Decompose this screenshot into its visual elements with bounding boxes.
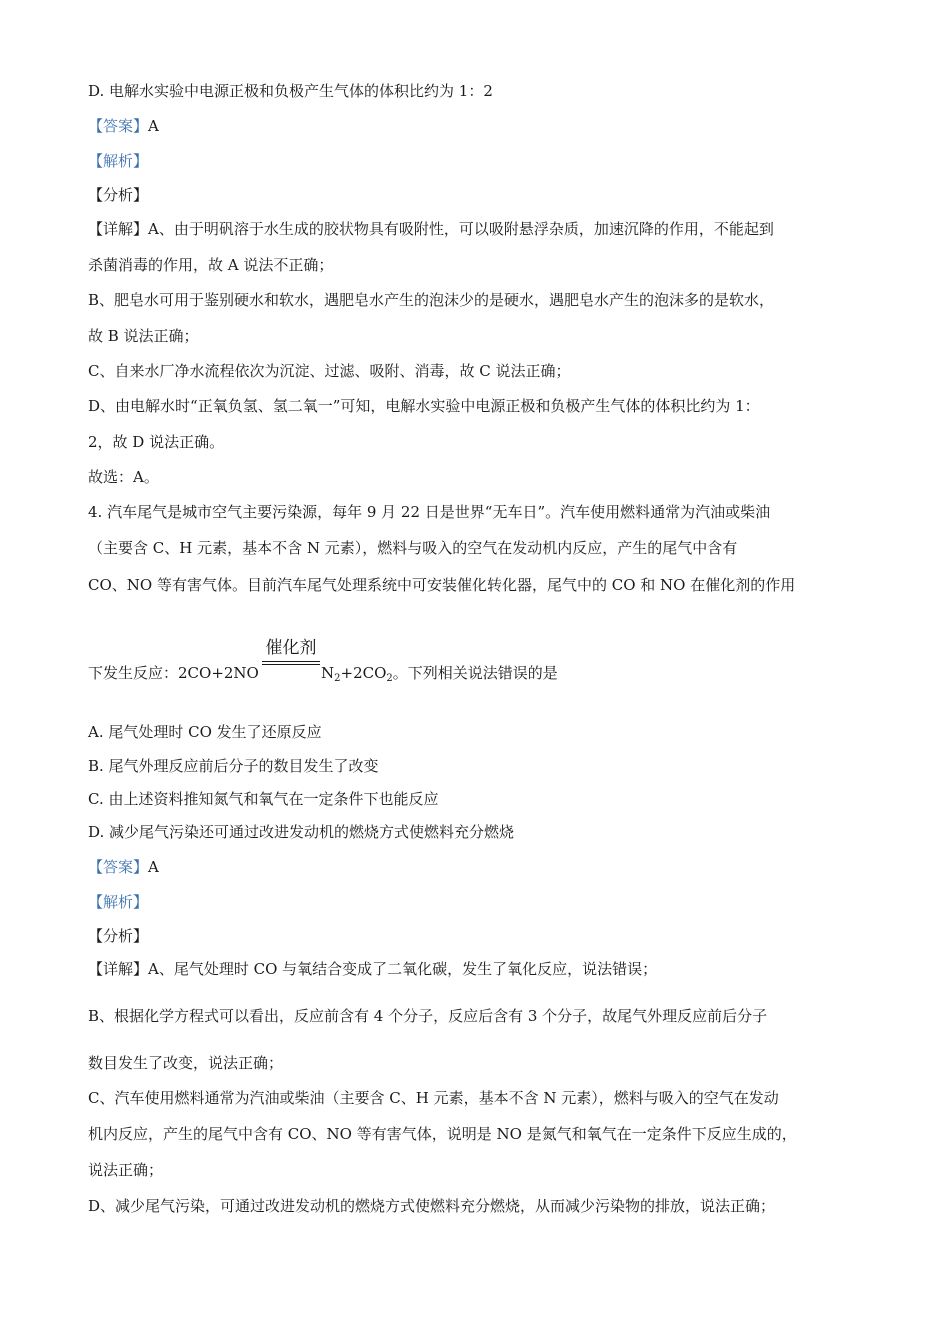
question-4-line-2: （主要含 C、H 元素，基本不含 N 元素），燃料与吸入的空气在发动机内反应，产生的尾气中含有: [88, 539, 738, 557]
answer-value: A: [148, 117, 159, 135]
equation-double-bar: [262, 661, 320, 665]
fenxi-tag-2: 【分析】: [88, 927, 149, 945]
analysis-tag-1: 【解析】: [88, 152, 149, 170]
option-a: A. 尾气处理时 CO 发生了还原反应: [88, 723, 322, 741]
answer-tag: 【答案】: [88, 117, 149, 135]
answer-tag: 【答案】: [88, 858, 149, 876]
detail-1-c: C、自来水厂净水流程依次为沉淀、过滤、吸附、消毒，故 C 说法正确；: [88, 362, 571, 380]
question-4-line-1: 4. 汽车尾气是城市空气主要污染源，每年 9 月 22 日是世界“无车日”。汽车使用燃料通常为汽油或柴油: [88, 503, 771, 521]
question-4-line-3: CO、NO 等有害气体。目前汽车尾气处理系统中可安装催化转化器，尾气中的 CO 和 NO 在催化剂的作用: [88, 576, 796, 594]
question-4-line-4-right: [321, 663, 558, 689]
detail-2-c-line-1: C、汽车使用燃料通常为汽油或柴油（主要含 C、H 元素，基本不含 N 元素），燃料与吸入的空气在发动: [88, 1089, 779, 1107]
question-stem-end: 。下列相关说法错误的是: [392, 664, 558, 682]
question-4-line-4-left: 下发生反应：2CO+2NO: [88, 664, 259, 682]
detail-2-a: 【详解】A、尾气处理时 CO 与氧结合变成了二氧化碳，发生了氧化反应，说法错误；: [88, 960, 658, 978]
detail-1-b-line-1: B、肥皂水可用于鉴别硬水和软水，遇肥皂水产生的泡沫少的是硬水，遇肥皂水产生的泡沫多的是软水，: [88, 291, 775, 309]
detail-1-d-line-2: 2，故 D 说法正确。: [88, 433, 225, 451]
answer-line-1: [88, 116, 159, 136]
product-co-sub: 2: [386, 673, 393, 684]
option-d-previous: D. 电解水实验中电源正极和负极产生气体的体积比约为 1：2: [88, 82, 493, 100]
answer-value: A: [148, 858, 159, 876]
choose-1: 故选：A。: [88, 468, 159, 486]
product-n-sub: 2: [334, 673, 341, 684]
analysis-tag-2: 【解析】: [88, 893, 149, 911]
option-c: C. 由上述资料推知氮气和氧气在一定条件下也能反应: [88, 790, 439, 808]
detail-2-b-line-1: B、根据化学方程式可以看出，反应前含有 4 个分子，反应后含有 3 个分子，故尾气外理反应前后分子: [88, 1007, 768, 1025]
detail-2-d: D、减少尾气污染，可通过改进发动机的燃烧方式使燃料充分燃烧，从而减少污染物的排放，说法正确；: [88, 1197, 776, 1215]
answer-line-2: [88, 857, 159, 877]
option-b: B. 尾气外理反应前后分子的数目发生了改变: [88, 757, 379, 775]
detail-1-b-line-2: 故 B 说法正确；: [88, 327, 199, 345]
detail-2-b-line-2: 数目发生了改变，说法正确；: [88, 1054, 284, 1072]
detail-1-d-line-1: D、由电解水时“正氧负氢、氢二氧一”可知，电解水实验中电源正极和负极产生气体的体积比约为 1：: [88, 397, 760, 415]
detail-1-a-line-1: 【详解】A、由于明矾溶于水生成的胶状物具有吸附性，可以吸附悬浮杂质，加速沉降的作用，不能起到: [88, 220, 774, 238]
fenxi-tag-1: 【分析】: [88, 186, 149, 204]
product-co: +2CO: [340, 664, 387, 682]
detail-2-c-line-3: 说法正确；: [88, 1161, 164, 1179]
detail-1-a-line-2: 杀菌消毒的作用，故 A 说法不正确；: [88, 256, 334, 274]
catalyst-label: 催化剂: [265, 638, 317, 658]
detail-2-c-line-2: 机内反应，产生的尾气中含有 CO、NO 等有害气体，说明是 NO 是氮气和氧气在一定条件下反应生成的，: [88, 1125, 797, 1143]
option-d: D. 减少尾气污染还可通过改进发动机的燃烧方式使燃料充分燃烧: [88, 823, 515, 841]
equation-catalyst: [262, 638, 320, 665]
product-n: N: [321, 664, 335, 682]
